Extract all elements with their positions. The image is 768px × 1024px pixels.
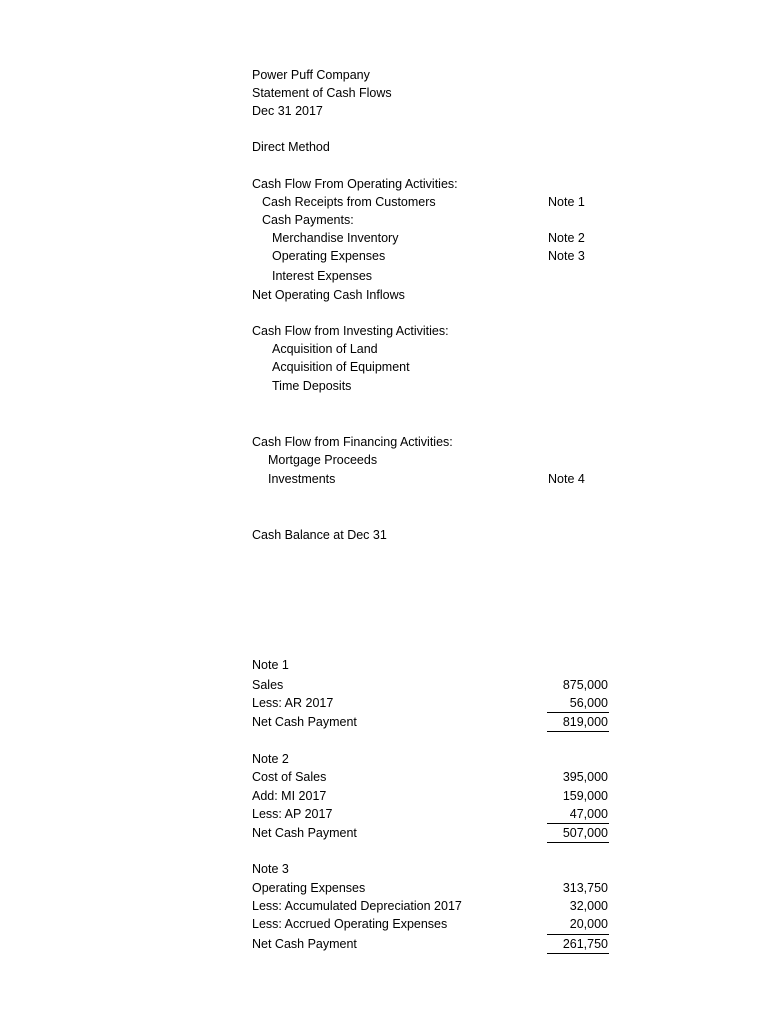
note3-title: Note 3 <box>252 862 289 876</box>
equipment-label: Acquisition of Equipment <box>272 360 410 374</box>
note3-row-label: Operating Expenses <box>252 881 366 895</box>
interest-expenses-label: Interest Expenses <box>272 269 373 283</box>
note3-total-rule <box>547 953 609 954</box>
note1-row-label: Sales <box>252 678 284 692</box>
merchandise-inventory-label: Merchandise Inventory <box>272 231 399 245</box>
investments-label: Investments <box>268 472 336 486</box>
note3-total-value: 261,750 <box>562 937 608 951</box>
note1-row-value: 56,000 <box>569 696 608 710</box>
statement-title: Statement of Cash Flows <box>252 86 392 100</box>
note2-row-value: 47,000 <box>569 807 608 821</box>
note2-row-label: Cost of Sales <box>252 770 327 784</box>
note1-rule <box>547 712 609 713</box>
operating-expenses-note: Note 3 <box>548 249 585 263</box>
note2-rule <box>547 823 609 824</box>
note3-row-label: Less: Accrued Operating Expenses <box>252 917 448 931</box>
cash-receipts-note: Note 1 <box>548 195 585 209</box>
note1-total-rule <box>547 731 609 732</box>
cash-balance-label: Cash Balance at Dec 31 <box>252 528 387 542</box>
net-operating-label: Net Operating Cash Inflows <box>252 288 405 302</box>
note2-total-value: 507,000 <box>562 826 608 840</box>
note1-total-value: 819,000 <box>562 715 608 729</box>
investing-heading: Cash Flow from Investing Activities: <box>252 324 449 338</box>
note3-row-label: Less: Accumulated Depreciation 2017 <box>252 899 462 913</box>
note3-row-value: 20,000 <box>569 917 608 931</box>
financing-heading: Cash Flow from Financing Activities: <box>252 435 453 449</box>
note3-total-label: Net Cash Payment <box>252 937 357 951</box>
note2-total-label: Net Cash Payment <box>252 826 357 840</box>
land-label: Acquisition of Land <box>272 342 378 356</box>
time-deposits-label: Time Deposits <box>272 379 352 393</box>
note1-row-label: Less: AR 2017 <box>252 696 334 710</box>
note2-row-value: 159,000 <box>562 789 608 803</box>
note3-row-value: 313,750 <box>562 881 608 895</box>
operating-expenses-label: Operating Expenses <box>272 249 386 263</box>
cash-receipts-label: Cash Receipts from Customers <box>262 195 436 209</box>
company-name: Power Puff Company <box>252 68 370 82</box>
note1-row-value: 875,000 <box>562 678 608 692</box>
note2-row-label: Less: AP 2017 <box>252 807 333 821</box>
note3-rule <box>547 934 609 935</box>
note2-row-value: 395,000 <box>562 770 608 784</box>
note1-title: Note 1 <box>252 658 289 672</box>
note1-total-label: Net Cash Payment <box>252 715 357 729</box>
mortgage-label: Mortgage Proceeds <box>268 453 378 467</box>
investments-note: Note 4 <box>548 472 585 486</box>
operating-heading: Cash Flow From Operating Activities: <box>252 177 458 191</box>
note2-row-label: Add: MI 2017 <box>252 789 327 803</box>
statement-date: Dec 31 2017 <box>252 104 323 118</box>
note2-total-rule <box>547 842 609 843</box>
method-label: Direct Method <box>252 140 330 154</box>
merchandise-inventory-note: Note 2 <box>548 231 585 245</box>
cash-payments-label: Cash Payments: <box>262 213 354 227</box>
note3-row-value: 32,000 <box>569 899 608 913</box>
note2-title: Note 2 <box>252 752 289 766</box>
